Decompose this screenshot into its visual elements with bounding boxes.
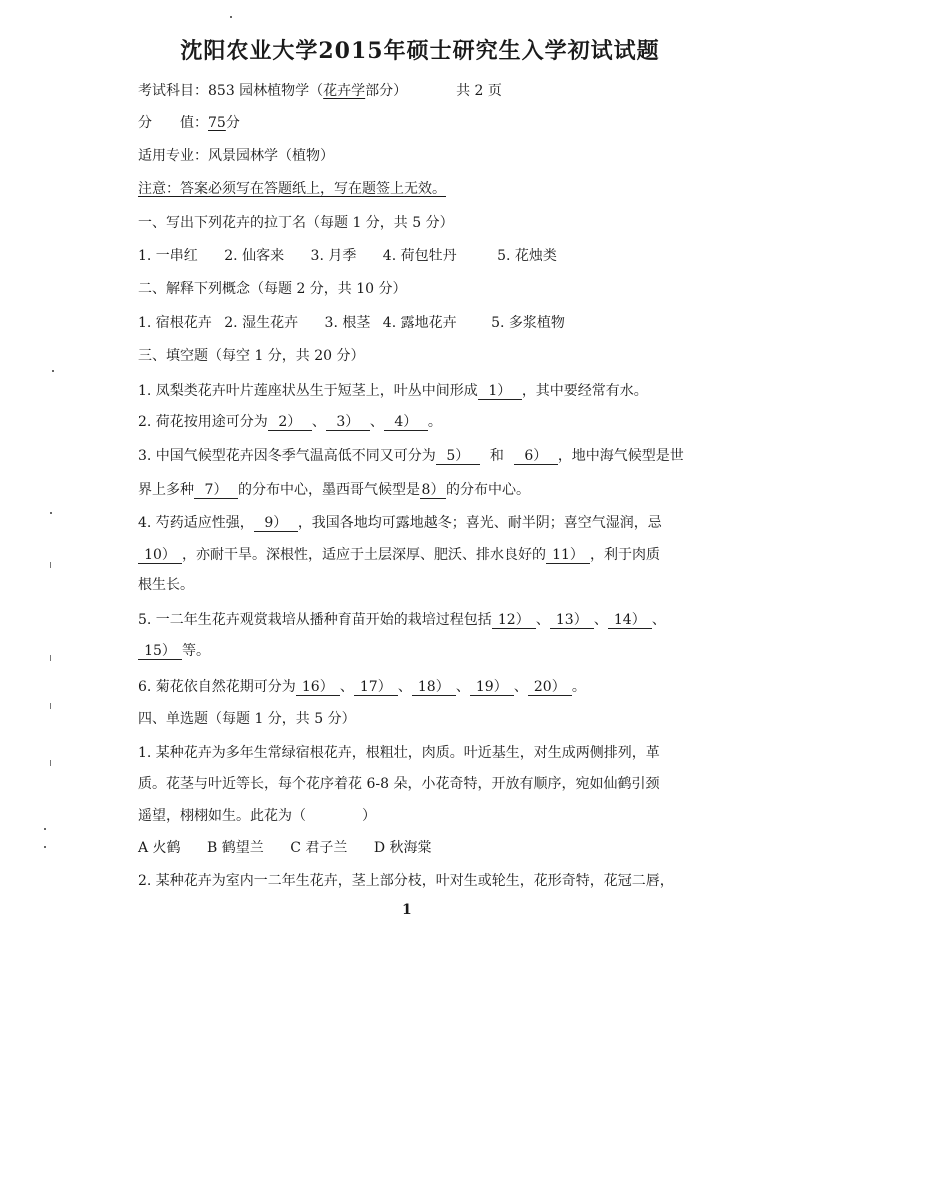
list-item: 1. 一串红 <box>138 248 198 264</box>
scan-speck <box>50 760 51 766</box>
subject-underlined: 花卉学 <box>323 83 366 99</box>
page-count: 共 2 页 <box>456 83 502 99</box>
choice-question-1-line2: 质。花茎与叶近等长，每个花序着花 6-8 朵，小花奇特，开放有顺序，宛如仙鹤引颈 <box>138 776 660 792</box>
fill-question-4-line1 <box>138 512 662 532</box>
list-item: 5. 花烛类 <box>497 248 557 264</box>
section4-heading: 四、单选题（每题 1 分，共 5 分） <box>138 711 356 727</box>
fill-question-6 <box>138 676 586 696</box>
scan-speck <box>52 370 54 372</box>
scan-speck <box>230 16 232 18</box>
choice-question-2-line1: 2. 某种花卉为室内一二年生花卉，茎上部分枝，叶对生或轮生，花形奇特，花冠二唇， <box>138 873 674 889</box>
section3-heading: 三、填空题（每空 1 分，共 20 分） <box>138 348 365 364</box>
answer-blank: 7） <box>194 483 238 499</box>
fill-question-4-line3: 根生长。 <box>138 577 194 593</box>
scan-speck <box>44 846 46 848</box>
answer-blank: 19） <box>470 680 514 696</box>
option-a: A 火鹤 <box>138 840 181 856</box>
question-text: 4. 芍药适应性强， <box>138 515 254 531</box>
fill-question-1 <box>138 380 648 400</box>
score-line <box>138 112 240 132</box>
fill-question-4-line2 <box>138 544 660 564</box>
choice-question-1-line1: 1. 某种花卉为多年生常绿宿根花卉，根粗壮，肉质。叶近基生，对生成两侧排列，革 <box>138 745 660 761</box>
separator: 、 <box>593 612 608 628</box>
section1-items <box>138 245 579 265</box>
answer-blank: 8） <box>421 482 445 498</box>
answer-blank: 16） <box>296 680 340 696</box>
answer-blank: 9） <box>254 516 298 532</box>
answer-blank: 6） <box>514 449 558 465</box>
scan-speck <box>50 512 52 514</box>
separator: 、 <box>339 679 354 695</box>
score-value: 75 <box>208 115 226 131</box>
scan-speck <box>50 655 51 661</box>
fill-question-5-line2 <box>138 640 210 660</box>
list-item: 4. 荷包牡丹 <box>382 248 457 264</box>
answer-blank: 12） <box>492 613 536 629</box>
section2-heading: 二、解释下列概念（每题 2 分，共 10 分） <box>138 281 407 297</box>
question-text: 的分布中心。 <box>446 482 530 498</box>
list-item: 1. 宿根花卉 <box>138 315 212 331</box>
separator: 、 <box>651 612 666 628</box>
answer-blank: 13） <box>550 613 594 629</box>
question-text: 。 <box>427 414 442 430</box>
answer-blank: 17） <box>354 680 398 696</box>
scan-speck <box>44 828 46 830</box>
score-unit: 分 <box>225 115 240 131</box>
subject-line <box>138 80 502 100</box>
answer-blank: 14） <box>608 613 652 629</box>
question-text: ，地中海气候型是世 <box>557 448 684 464</box>
option-c: C 君子兰 <box>290 840 348 856</box>
question-text: ，亦耐干旱。深根性，适应于土层深厚、肥沃、排水良好的 <box>182 547 546 563</box>
question-text: ，其中要经常有水。 <box>521 383 648 399</box>
answer-blank: 1） <box>478 384 522 400</box>
fill-question-3-line2 <box>138 479 530 499</box>
major-line: 适用专业：风景园林学（植物） <box>138 148 334 164</box>
fill-question-2 <box>138 411 442 431</box>
choice-options <box>138 837 454 857</box>
answer-blank: 11） <box>546 548 590 564</box>
list-item: 2. 湿生花卉 <box>224 315 299 331</box>
question-text: 界上多种 <box>138 482 194 498</box>
list-item: 2. 仙客来 <box>224 248 285 264</box>
question-text: 6. 菊花依自然花期可分为 <box>138 679 296 695</box>
question-text: 2. 荷花按用途可分为 <box>138 414 268 430</box>
answer-blank: 3） <box>326 415 370 431</box>
answer-blank: 4） <box>384 415 428 431</box>
option-d: D 秋海棠 <box>373 840 432 856</box>
score-label: 分 值： <box>138 115 208 131</box>
notice-line: 注意：答案必须写在答题纸上，写在题签上无效。 <box>138 181 446 197</box>
fill-question-3-line1 <box>138 445 684 465</box>
answer-blank: 15） <box>138 644 182 660</box>
question-text: 1. 凤梨类花卉叶片莲座状丛生于短茎上，叶丛中间形成 <box>138 383 478 399</box>
option-b: B 鹤望兰 <box>207 840 264 856</box>
section2-items <box>138 312 587 332</box>
scan-speck <box>50 562 51 568</box>
subject-prefix: 考试科目：853 园林植物学（ <box>138 83 324 99</box>
separator: 、 <box>513 679 528 695</box>
answer-blank: 5） <box>436 449 480 465</box>
section1-heading: 一、写出下列花卉的拉丁名（每题 1 分，共 5 分） <box>138 215 454 231</box>
separator: 、 <box>397 679 412 695</box>
list-item: 3. 根茎 <box>324 315 371 331</box>
subject-suffix: 部分） <box>365 83 408 99</box>
separator: 、 <box>455 679 470 695</box>
question-text: 的分布中心，墨西哥气候型是 <box>238 482 420 498</box>
answer-blank: 18） <box>412 680 456 696</box>
answer-blank: 10） <box>138 548 182 564</box>
question-text: ，利于肉质 <box>590 547 660 563</box>
question-text: 和 <box>489 448 504 464</box>
scan-speck <box>50 703 51 709</box>
list-item: 3. 月季 <box>310 248 357 264</box>
question-text: ，我国各地均可露地越冬；喜光、耐半阴；喜空气湿润，忌 <box>297 515 662 531</box>
separator: 、 <box>535 612 550 628</box>
separator: 、 <box>311 414 326 430</box>
separator: 、 <box>369 414 384 430</box>
answer-blank: 20） <box>528 680 572 696</box>
exam-title: 沈阳农业大学2015年硕士研究生入学初试试题 <box>180 38 660 64</box>
list-item: 5. 多浆植物 <box>491 315 565 331</box>
question-text: 等。 <box>182 643 210 659</box>
question-text: 5. 一二年生花卉观赏栽培从播种育苗开始的栽培过程包括 <box>138 612 492 628</box>
question-text: 3. 中国气候型花卉因冬季气温高低不同又可分为 <box>138 448 436 464</box>
fill-question-5-line1 <box>138 609 666 629</box>
list-item: 4. 露地花卉 <box>382 315 457 331</box>
question-text: 。 <box>571 679 586 695</box>
page-number: 1 <box>402 902 412 918</box>
choice-question-1-line3: 遥望，栩栩如生。此花为（ ） <box>138 808 376 824</box>
answer-blank: 2） <box>268 415 312 431</box>
